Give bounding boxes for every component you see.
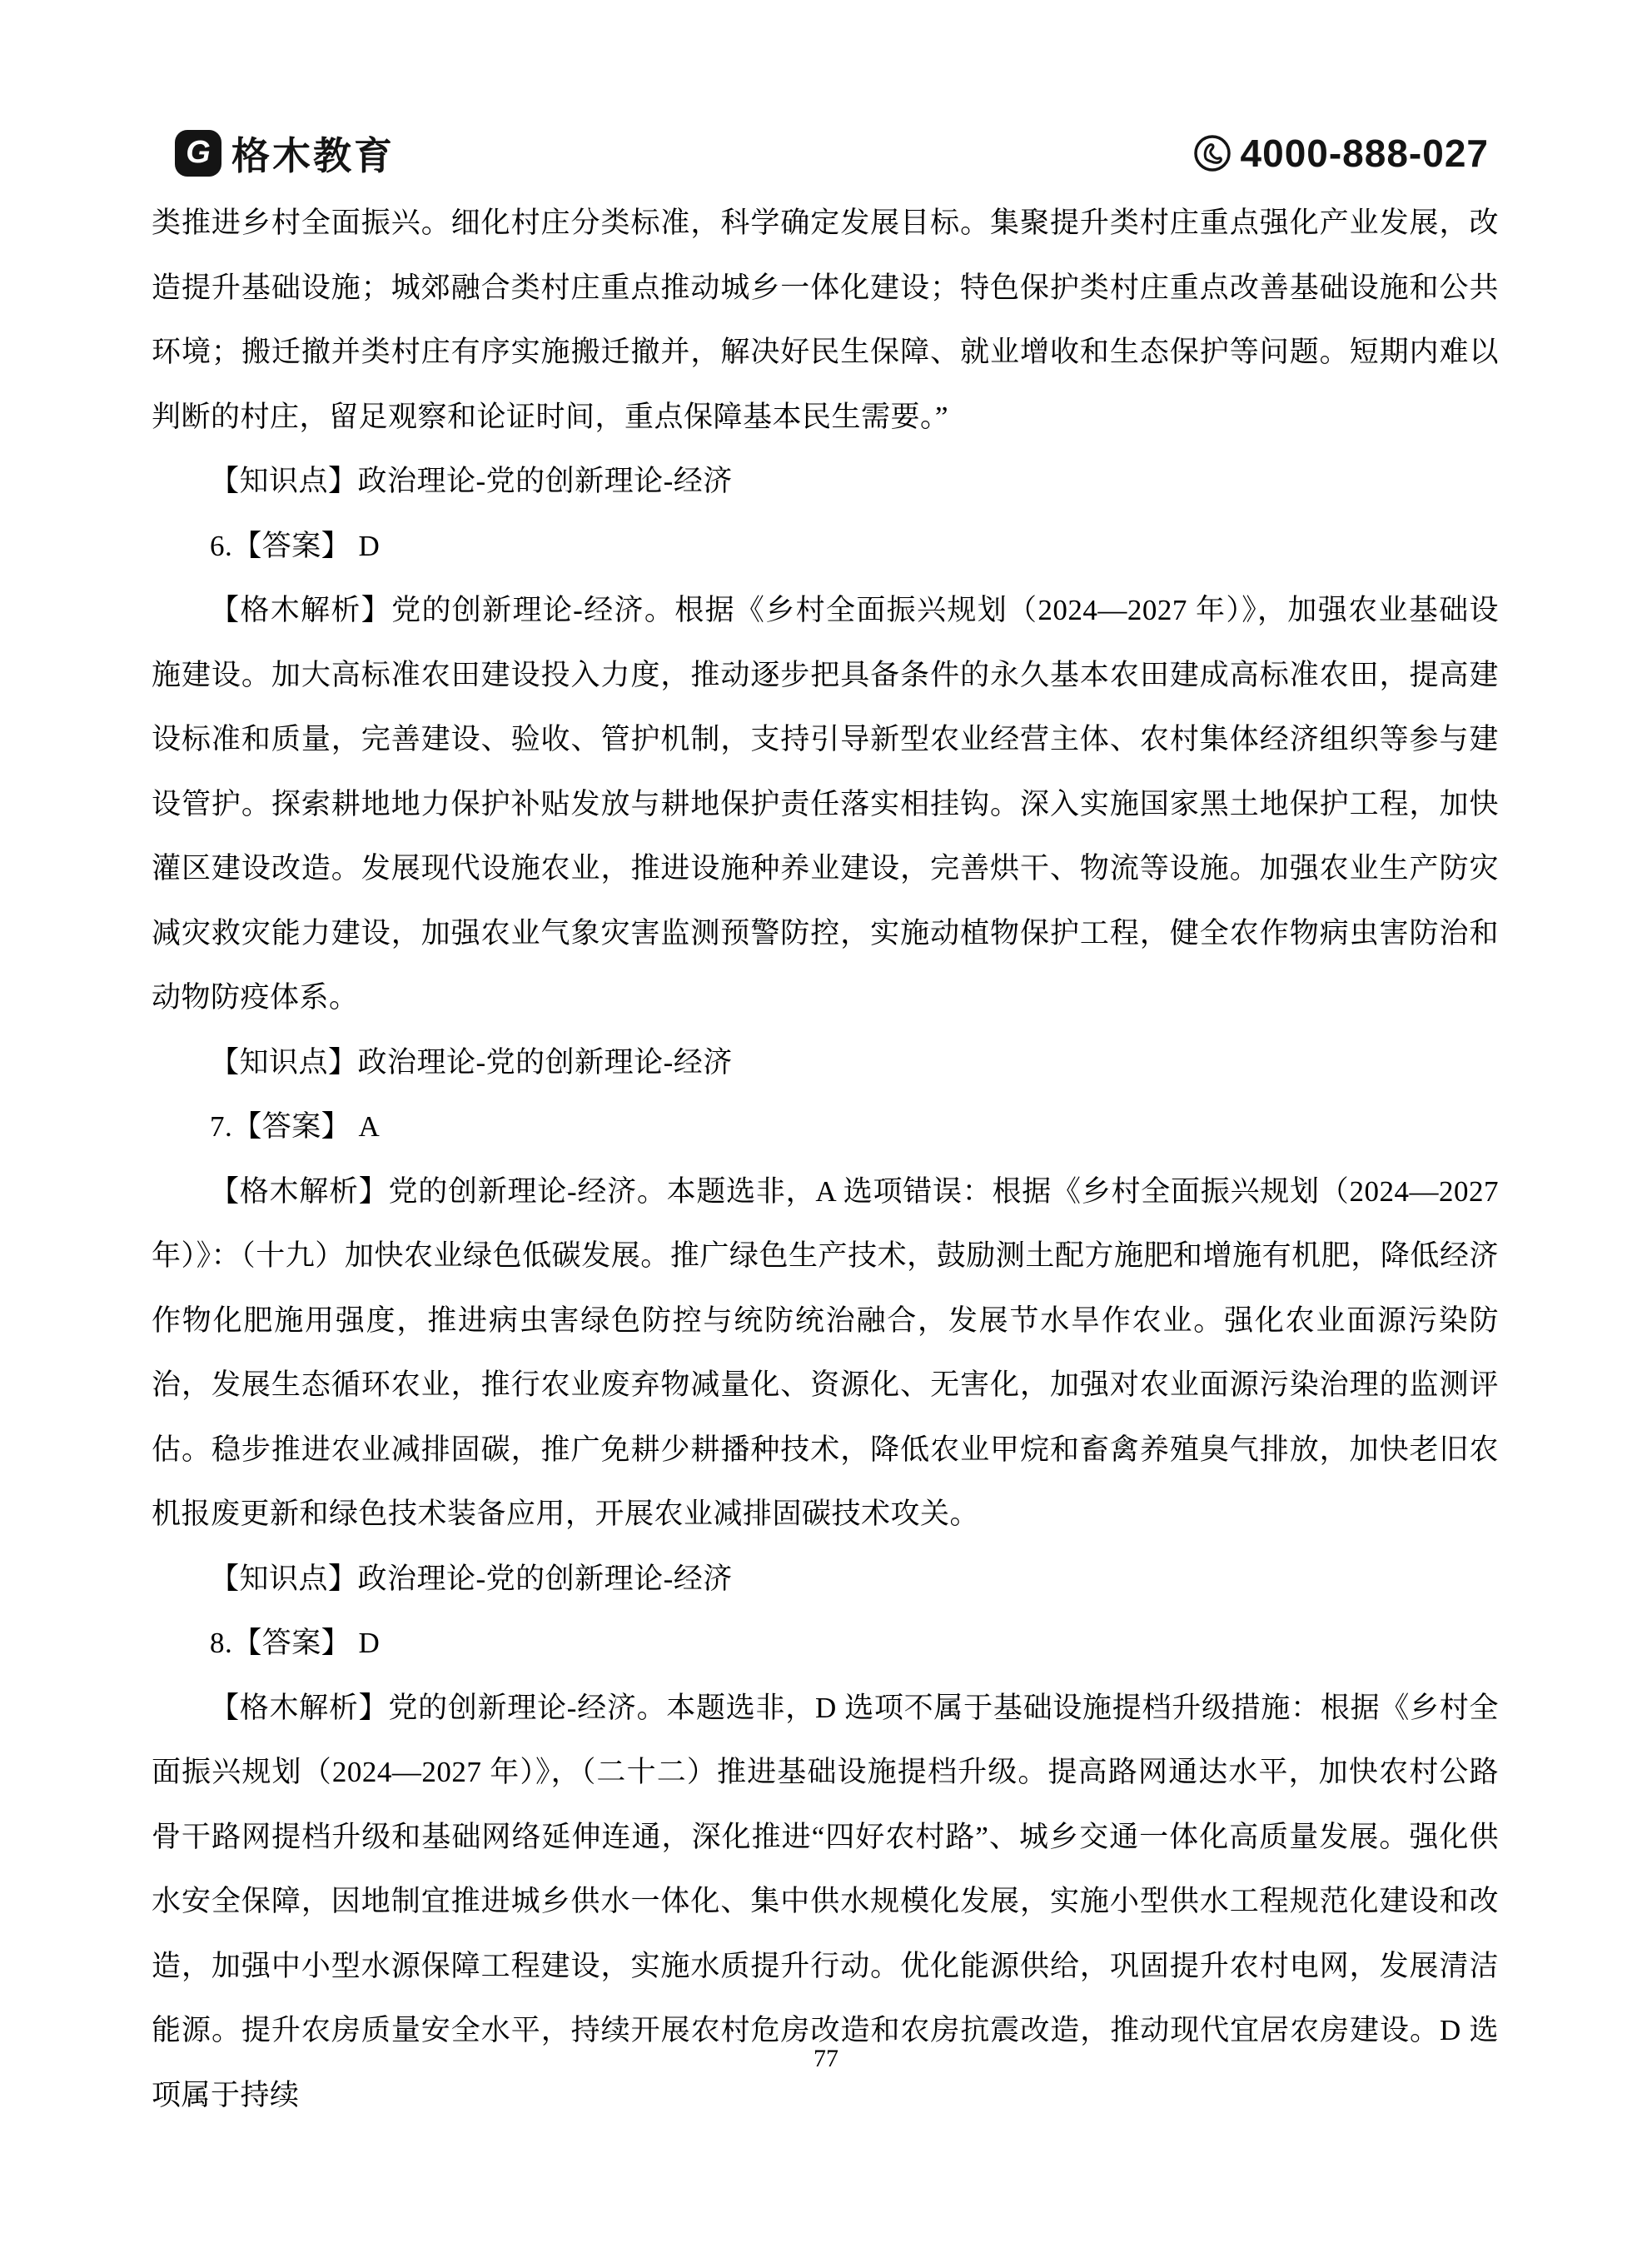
analysis-q8: 【格木解析】党的创新理论-经济。本题选非，D 选项不属于基础设施提档升级措施：根据《乡村全面振兴规划（2024—2027 年）》，（二十二）推进基础设施提档升级。提高路网通达水平，加快农村公路骨干路网提档升级和基础网络延伸连通，深化推进“四好农村路”、城乡交通一体化高质量发展。强化供水安全保障，因地制宜推进城乡供水一体化、集中供水规模化发展，实施小型供水工程规范化建设和改造，加强中小型水源保障工程建设，实施水质提升行动。优化能源供给，巩固提升农村电网，发展清洁能源。提升农房质量安全水平，持续开展农村危房改造和农房抗震改造，推动现代宜居农房建设。D 选项属于持续: [152, 1691, 1499, 2111]
analysis-q7: 【格木解析】党的创新理论-经济。本题选非，A 选项错误：根据《乡村全面振兴规划（2024—2027 年）》：（十九）加快农业绿色低碳发展。推广绿色生产技术，鼓励测土配方施肥和增施有机肥，降低经济作物化肥施用强度，推进病虫害绿色防控与统防统治融合，发展节水旱作农业。强化农业面源污染防治，发展生态循环农业，推行农业废弃物减量化、资源化、无害化，加强对农业面源污染治理的监测评估。稳步推进农业减排固碳，推广免耕少耕播种技术，降低农业甲烷和畜禽养殖臭气排放，加快老旧农机报废更新和绿色技术装备应用，开展农业减排固碳技术攻关。: [152, 1174, 1499, 1530]
answer-q8: 8.【答案】 D: [210, 1627, 381, 1659]
analysis-q6: 【格木解析】党的创新理论-经济。根据《乡村全面振兴规划（2024—2027 年）》，加强农业基础设施建设。加大高标准农田建设投入力度，推动逐步把具备条件的永久基本农田建成高标准农田，提高建设标准和质量，完善建设、验收、管护机制，支持引导新型农业经营主体、农村集体经济组织等参与建设管护。探索耕地地力保护补贴发放与耕地保护责任落实相挂钩。深入实施国家黑土地保护工程，加快灌区建设改造。发展现代设施农业，推进设施种养业建设，完善烘干、物流等设施。加强农业生产防灾减灾救灾能力建设，加强农业气象灾害监测预警防控，实施动植物保护工程，健全农作物病虫害防治和动物防疫体系。: [152, 594, 1499, 1014]
contact-phone: [1192, 131, 1489, 176]
brand-logo: [175, 126, 395, 181]
phone-icon: [1192, 133, 1232, 173]
knowledge-point-q6: 【知识点】政治理论-党的创新理论-经济: [210, 1045, 733, 1079]
knowledge-point-q5: 【知识点】政治理论-党的创新理论-经济: [210, 465, 733, 497]
knowledge-point-q7: 【知识点】政治理论-党的创新理论-经济: [210, 1562, 733, 1595]
page-header: [175, 125, 1489, 182]
answer-q7: 7.【答案】 A: [210, 1110, 381, 1143]
phone-number: 4000-888-027: [1240, 132, 1489, 175]
logo-glyph: G: [186, 135, 211, 170]
paragraph-continuation: 类推进乡村全面振兴。细化村庄分类标准，科学确定发展目标。集聚提升类村庄重点强化产业发展，改造提升基础设施；城郊融合类村庄重点推动城乡一体化建设；特色保护类村庄重点改善基础设施和公共环境；搬迁撤并类村庄有序实施搬迁撤并，解决好民生保障、就业增收和生态保护等问题。短期内难以判断的村庄，留足观察和论证时间，重点保障基本民生需要。”: [152, 207, 1499, 433]
page-number: 77: [814, 2045, 838, 2072]
brand-name: 格木教育: [231, 134, 395, 177]
answer-q6: 6.【答案】 D: [210, 529, 381, 562]
document-body: [152, 191, 1499, 2127]
gemu-logo-icon: [175, 130, 221, 177]
